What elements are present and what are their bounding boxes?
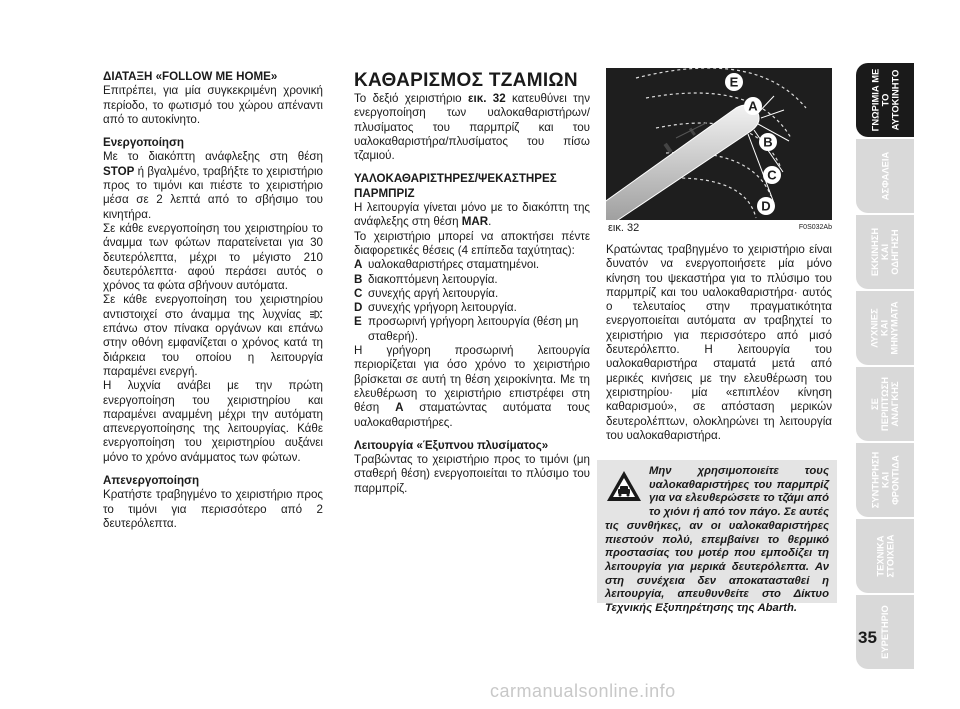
text-span: Με το διακόπτη ανάφλεξης στη θέση [103, 150, 323, 164]
item-text: διακοπτόμενη λειτουργία. [368, 272, 498, 286]
bold-term-stop: STOP [103, 164, 135, 178]
label-a-badge [744, 97, 762, 115]
watermark: carmanualsonline.info [490, 681, 676, 701]
warning-text: Μην χρησιμοποιείτε τους υαλοκαθαριστήρες του παρμπρίζ για να ελευθερώσετε το τζάμι από το χιόνι ή από τον πάγο. Σε αυτές τις συνθήκες, αν οι υαλοκαθαριστήρες πιεστούν πολύ, επεμβαίνει το θερμικό προστασίας του μοτέρ που εμποδίζει τη λειτουργία για μερικά δευτερόλεπτα. Αν στη συνέχεια δεν αποκατασταθεί η λειτουργία, απευθυνθείτε στο Δίκτυο Τεχνικής Εξυπηρέτησης της Abarth. [605, 465, 829, 615]
text-span: επάνω στον πίνακα οργάνων και επάνω στην οθόνη εμφανίζεται ο χρόνος κατά τη διάρκεια του οποίου η λειτουργία παραμένει ενεργή. [103, 322, 323, 378]
label-d-badge [757, 197, 775, 215]
list-item [354, 301, 590, 315]
paragraph [354, 92, 590, 163]
headlight-icon [309, 310, 323, 319]
warning-text-container [605, 465, 829, 616]
page-number: 35 [858, 628, 877, 647]
paragraph: Τραβώντας το χειριστήριο προς το τιμόνι (μη σταθερή θέση) ενεργοποιείται το πλύσιμο του παρμπρίζ. [354, 453, 590, 495]
figure-number: εικ. 32 [608, 222, 640, 234]
item-key: D [354, 301, 363, 315]
tab-label: ΕΥΡΕΤΗΡΙΟ [878, 605, 890, 659]
label-c-badge [763, 166, 781, 184]
subheading-activation: Ενεργοποίηση [103, 136, 185, 150]
tab-label: ΕΚΚΙΝΗΣΗ ΚΑΙ ΟΔΗΓΗΣΗ [869, 227, 900, 277]
list-item [354, 258, 590, 272]
item-text: υαλοκαθαριστήρες σταματημένοι. [368, 258, 540, 272]
text-span: . [488, 215, 492, 229]
paragraph [103, 293, 323, 379]
paragraph: Το χειριστήριο μπορεί να αποκτήσει πέντε διαφορετικές θέσεις (4 επίπεδα ταχύτητας): [354, 229, 590, 257]
subheading-smart-wash: Λειτουργία «Έξυπνου πλυσίματος» [354, 438, 549, 452]
bold-term-a: A [395, 401, 404, 415]
tab-safety[interactable] [856, 139, 914, 213]
tab-getting-to-know-car[interactable] [856, 63, 914, 137]
text-span: Η λειτουργία γίνεται μόνο με το διακόπτη της ανάφλεξης στη θέση [354, 201, 590, 229]
tab-label: ΤΕΧΝΙΚΑ ΣΤΟΙΧΕΙΑ [874, 534, 895, 578]
tab-maintenance[interactable] [856, 443, 914, 517]
text-span: ή βγαλμένο, τραβήξτε το χειριστήριο προς το τιμόνι και πιέστε το χειριστήριο μέσα σε 2 λεπτά από το σβήσιμο του κινητήρα. [103, 164, 323, 221]
tab-label: ΣΥΝΤΗΡΗΣΗ ΚΑΙ ΦΡΟΝΤΙΔΑ [868, 451, 900, 509]
paragraph: Η λυχνία ανάβει με την πρώτη ενεργοποίηση του χειριστηρίου και παραμένει αναμμένη μέχρι την αυτόματη απενεργοποίησης της λειτουργίας. Κάθε ενεργοποίηση του χειριστηρίου αυξάνει μόνο το χρόνο ανάμματος των φώτων. [103, 379, 323, 464]
item-key: B [354, 272, 363, 286]
page-title: ΚΑΘΑΡΙΣΜΟΣ ΤΖΑΜΙΩΝ [354, 70, 578, 91]
tab-label: ΑΣΦΑΛΕΙΑ [879, 151, 890, 201]
subheading-deactivation: Απενεργοποίηση [103, 474, 200, 488]
item-text: συνεχής γρήγορη λειτουργία. [368, 301, 517, 315]
item-text: συνεχής αργή λειτουργία. [368, 286, 499, 300]
figure-label-b: B [763, 134, 773, 150]
paragraph: Επιτρέπει, για μία συγκεκριμένη χρονική περίοδο, το φωτισμό του χώρου απέναντι από το αυτοκίνητο. [103, 84, 323, 126]
tab-technical-data[interactable] [856, 519, 914, 593]
tab-warning-lights[interactable] [856, 291, 914, 365]
tab-label: ΛΥΧΝΙΕΣ ΚΑΙ ΜΗΝΥΜΑΤΑ [869, 301, 900, 355]
figure-wiper-stalk [606, 68, 832, 220]
list-item [354, 273, 590, 287]
warning-box [597, 460, 837, 615]
column-wash-continued [606, 243, 832, 443]
tab-label: ΣΕ ΠΕΡΙΠΤΩΣΗ ΑΝΑΓΚΗΣ [869, 376, 900, 432]
text-span: κατευθύνει την ενεργοποίηση των υαλοκαθαριστήρων/πλυσίματος του παρμπρίζ και του υαλοκαθαριστήρα/πλυσίματος του πίσω τζαμιού. [354, 92, 591, 163]
section-heading-follow-me-home: ΔΙΑΤΑΞΗ «FOLLOW ME HOME» [103, 70, 278, 83]
text-span: Το δεξιό χειριστήριο [354, 92, 468, 105]
paragraph [354, 344, 590, 430]
figure-label-d: D [761, 198, 771, 214]
text-span: Σε κάθε ενεργοποίηση του χειριστηρίου αντιστοιχεί στο άναμμα της λυχνίας [103, 293, 323, 321]
wiper-stalk-illustration [606, 68, 832, 220]
figure-label-e: E [729, 74, 739, 90]
list-item [354, 315, 590, 344]
paragraph [354, 201, 590, 230]
column-window-cleaning [354, 70, 590, 496]
figure-code: F0S032Ab [798, 224, 832, 231]
paragraph: Κρατήστε τραβηγμένο το χειριστήριο προς το τιμόνι για περισσότερο από 2 δευτερόλεπτα. [103, 488, 323, 530]
label-e-badge [725, 73, 743, 91]
section-heading-wipers: ΥΑΛΟΚΑΘΑΡΙΣΤΗΡΕΣ/ΨΕΚΑΣΤΗΡΕΣ ΠΑΡΜΠΡΙΖ [354, 172, 557, 200]
figure-reference: εικ. 32 [468, 92, 506, 105]
column-follow-me-home [103, 70, 323, 531]
tab-label: ΓΝΩΡΙΜΙΑ ΜΕ ΤΟ ΑΥΤΟΚΙΝΗΤΟ [869, 68, 901, 132]
tab-emergency[interactable] [856, 367, 914, 441]
item-key: C [354, 286, 363, 300]
text-span: Η γρήγορη προσωρινή λειτουργία περιορίζεται για όσο χρόνο το χειριστήριο βρίσκεται σε αυτή τη θέση χειροκίνητα. Με τη ελευθέρωση το χειριστήριο επιστρέφει στη θέση [354, 344, 590, 415]
section-tabs [856, 63, 914, 671]
figure-caption [606, 222, 832, 236]
figure-label-a: A [748, 98, 758, 114]
paragraph: Κρατώντας τραβηγμένο το χειριστήριο είναι δυνατόν να ενεργοποιήσετε μία μόνο κίνηση του ψεκαστήρα για το πλύσιμο του παρμπρίζ και του υαλοκαθαριστήρα· αυτός ο τελευταίος στην πραγματικότητα ενεργοποιείται αυτόματα αν τραβηχτεί το χειριστήριο για περισσότερο από μισό δευτερόλεπτο. Η λειτουργία του υαλοκαθαριστήρα σταματά μετά από μερικές κινήσεις με την ελευθέρωση του χειριστηρίου· μία «επιπλέον κίνηση καθαρισμού», σε απόσταση μερικών δευτερολέπτων, ολοκληρώνει τη λειτουργία του υαλοκαθαριστήρα. [606, 243, 832, 442]
bold-term-mar: MAR [461, 215, 489, 229]
item-key: E [354, 315, 362, 329]
tab-starting-driving[interactable] [856, 215, 914, 289]
list-item [354, 287, 590, 301]
label-b-badge [759, 133, 777, 151]
item-key: A [354, 258, 363, 272]
paragraph: Σε κάθε ενεργοποίηση του χειριστηρίου το άναμμα των φώτων παρατείνεται για 30 δευτερόλεπτα, μέχρι το μέγιστο 210 δευτερόλεπτα· αφού περάσει αυτός ο χρόνος τα φώτα σβήνουν αυτόματα. [103, 221, 323, 293]
item-text: προσωρινή γρήγορη λειτουργία (θέση μη σταθερή). [368, 315, 579, 343]
paragraph [103, 150, 323, 221]
figure-label-c: C [767, 167, 777, 183]
text-span: σταματώντας αυτόματα τους υαλοκαθαριστήρες. [354, 401, 590, 429]
